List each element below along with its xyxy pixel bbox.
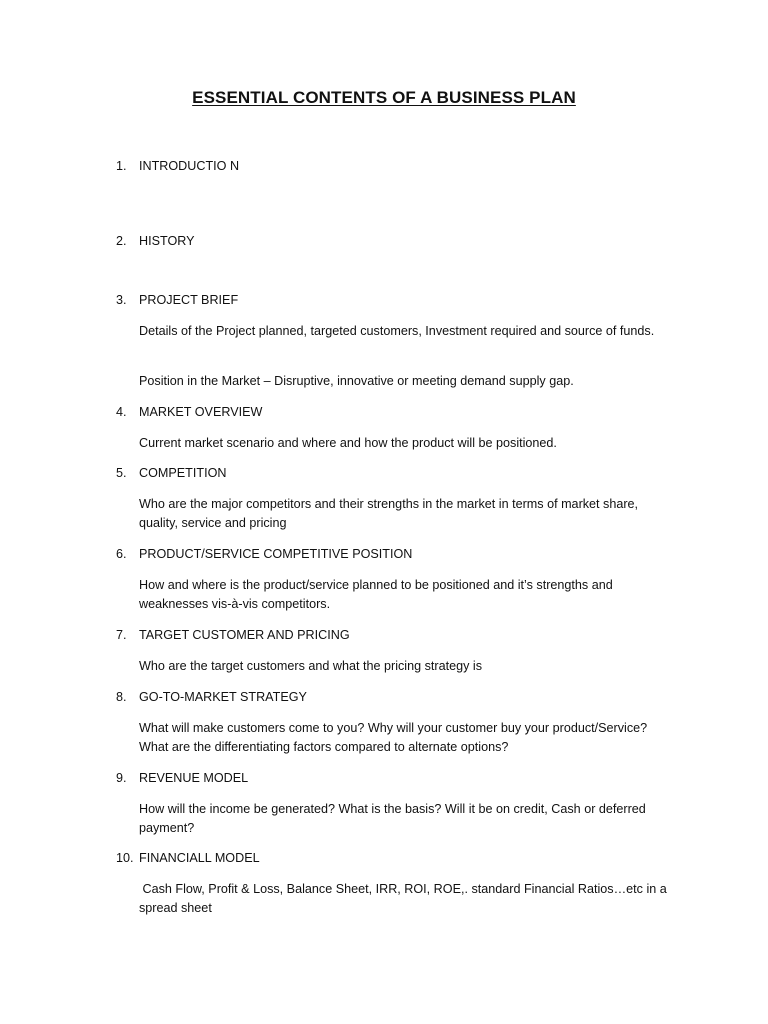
section-heading-competition: COMPETITION — [139, 466, 227, 480]
section-paragraph: How will the income be generated? What is the basis? Will it be on credit, Cash or deferred payment? — [139, 802, 646, 835]
section-heading-project-brief: PROJECT BRIEF — [139, 293, 239, 307]
section-number: 4. — [116, 405, 127, 419]
section-paragraph: Who are the major competitors and their strengths in the market in terms of market share, quality, service and pricing — [139, 497, 639, 530]
section-heading-go-to-market: GO-TO-MARKET STRATEGY — [139, 690, 307, 704]
section-number: 1. — [116, 159, 127, 173]
section-heading-revenue-model: REVENUE MODEL — [139, 771, 249, 785]
document-title: ESSENTIAL CONTENTS OF A BUSINESS PLAN — [192, 88, 576, 107]
section-number: 2. — [116, 234, 127, 248]
section-paragraph: Cash Flow, Profit & Loss, Balance Sheet, IRR, ROI, ROE,. standard Financial Ratios…etc in a spread sheet — [139, 882, 671, 915]
section-number: 3. — [116, 293, 127, 307]
section-paragraph: What will make customers come to you? Why will your customer buy your product/Service? What are the differentiating factors compared to alternate options? — [139, 721, 648, 754]
section-heading-competitive-position: PRODUCT/SERVICE COMPETITIVE POSITION — [139, 547, 413, 561]
section-paragraph: Details of the Project planned, targeted customers, Investment required and source of funds. — [139, 324, 655, 338]
section-paragraph: Position in the Market – Disruptive, innovative or meeting demand supply gap. — [139, 374, 574, 388]
section-number: 7. — [116, 628, 127, 642]
section-number: 6. — [116, 547, 127, 561]
section-heading-target-customer: TARGET CUSTOMER AND PRICING — [139, 628, 350, 642]
section-paragraph: Who are the target customers and what the pricing strategy is — [139, 659, 482, 673]
section-heading-market-overview: MARKET OVERVIEW — [139, 405, 263, 419]
section-heading-history: HISTORY — [139, 234, 195, 248]
section-paragraph: How and where is the product/service planned to be positioned and it’s strengths and weaknesses vis-à-vis competitors. — [139, 578, 613, 611]
section-heading-financial-model: FINANCIALL MODEL — [139, 851, 260, 865]
section-paragraph: Current market scenario and where and how the product will be positioned. — [139, 436, 557, 450]
section-heading-introduction: INTRODUCTIO N — [139, 159, 240, 173]
section-number: 8. — [116, 690, 127, 704]
section-number: 10. — [116, 851, 134, 865]
section-number: 9. — [116, 771, 127, 785]
section-number: 5. — [116, 466, 127, 480]
